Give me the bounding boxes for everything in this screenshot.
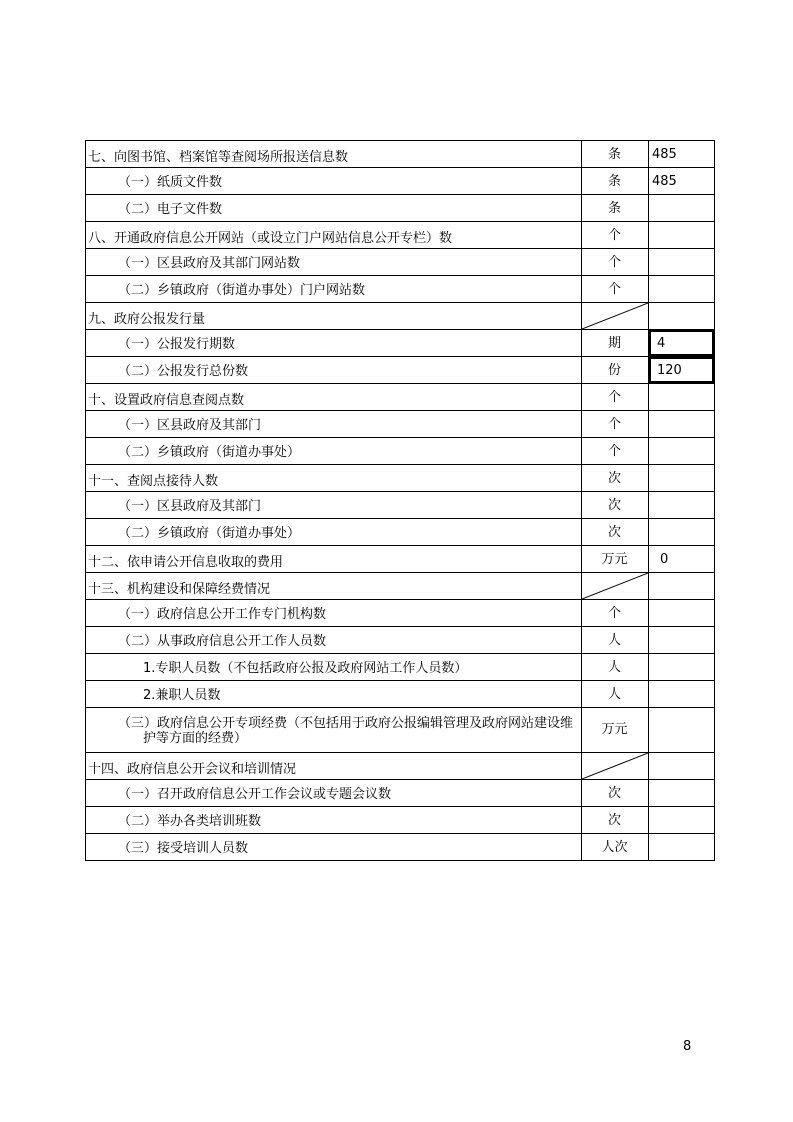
row-value-highlighted: 4 xyxy=(649,330,715,357)
row-value: 485 xyxy=(649,141,715,168)
row-value xyxy=(649,627,715,654)
row-item-label: （二）电子文件数 xyxy=(86,195,582,222)
row-item-label: （二）公报发行总份数 xyxy=(86,357,582,384)
row-unit: 人次 xyxy=(582,834,649,861)
row-value xyxy=(649,681,715,708)
row-item-label: 十一、查阅点接待人数 xyxy=(86,465,582,492)
row-unit: 份 xyxy=(582,357,649,384)
row-item-label: （二）举办各类培训班数 xyxy=(86,807,582,834)
row-unit: 个 xyxy=(582,600,649,627)
row-value xyxy=(649,465,715,492)
row-item-label: （一）区县政府及其部门网站数 xyxy=(86,249,582,276)
table-row xyxy=(86,357,715,384)
row-unit: 人 xyxy=(582,654,649,681)
row-value xyxy=(649,438,715,465)
table-row xyxy=(86,303,715,330)
row-value xyxy=(649,492,715,519)
row-item-label: 八、开通政府信息公开网站（或设立门户网站信息公开专栏）数 xyxy=(86,222,582,249)
table-row xyxy=(86,195,715,222)
row-item-label: （三）接受培训人员数 xyxy=(86,834,582,861)
statistics-table xyxy=(85,140,715,861)
table-row xyxy=(86,465,715,492)
unit-cell-diagonal xyxy=(582,753,649,780)
row-value: 485 xyxy=(649,168,715,195)
row-unit: 个 xyxy=(582,222,649,249)
table-row xyxy=(86,654,715,681)
row-unit: 次 xyxy=(582,465,649,492)
table-row xyxy=(86,600,715,627)
row-unit: 次 xyxy=(582,780,649,807)
table-row xyxy=(86,627,715,654)
row-item-label: （一）纸质文件数 xyxy=(86,168,582,195)
table-row xyxy=(86,222,715,249)
row-item-label: （二）乡镇政府（街道办事处） xyxy=(86,519,582,546)
row-item-label: 2.兼职人员数 xyxy=(86,681,582,708)
table-row xyxy=(86,438,715,465)
row-item-label: 十、设置政府信息查阅点数 xyxy=(86,384,582,411)
row-value xyxy=(649,807,715,834)
row-item-label: （一）召开政府信息公开工作会议或专题会议数 xyxy=(86,780,582,807)
table-row xyxy=(86,249,715,276)
row-item-label: 十二、依申请公开信息收取的费用 xyxy=(86,546,582,573)
table-row xyxy=(86,681,715,708)
row-value xyxy=(649,753,715,780)
diagonal-slash-icon xyxy=(582,303,648,329)
row-item-label: （一）区县政府及其部门 xyxy=(86,411,582,438)
table-row xyxy=(86,834,715,861)
row-item-label: （一）公报发行期数 xyxy=(86,330,582,357)
row-unit: 条 xyxy=(582,168,649,195)
row-unit: 个 xyxy=(582,249,649,276)
row-value xyxy=(649,708,715,753)
row-value xyxy=(649,249,715,276)
row-value xyxy=(649,384,715,411)
table-row xyxy=(86,168,715,195)
row-unit: 条 xyxy=(582,195,649,222)
table-row xyxy=(86,330,715,357)
row-value xyxy=(649,573,715,600)
row-value xyxy=(649,222,715,249)
table-row xyxy=(86,141,715,168)
table-row xyxy=(86,492,715,519)
table-row xyxy=(86,780,715,807)
row-item-label: （二）乡镇政府（街道办事处） xyxy=(86,438,582,465)
row-unit: 万元 xyxy=(582,708,649,753)
table-row xyxy=(86,276,715,303)
table-row xyxy=(86,753,715,780)
row-item-label: 1.专职人员数（不包括政府公报及政府网站工作人员数） xyxy=(86,654,582,681)
row-unit: 次 xyxy=(582,807,649,834)
row-value xyxy=(649,411,715,438)
row-value xyxy=(649,519,715,546)
row-value xyxy=(649,834,715,861)
row-item-label: （二）乡镇政府（街道办事处）门户网站数 xyxy=(86,276,582,303)
row-unit: 个 xyxy=(582,276,649,303)
row-item-label: （一）政府信息公开工作专门机构数 xyxy=(86,600,582,627)
row-unit: 个 xyxy=(582,438,649,465)
row-value: 0 xyxy=(649,546,715,573)
table-row xyxy=(86,708,715,753)
row-item-label: 十三、机构建设和保障经费情况 xyxy=(86,573,582,600)
row-unit: 个 xyxy=(582,411,649,438)
diagonal-slash-icon xyxy=(582,573,648,599)
table-row xyxy=(86,546,715,573)
row-item-label: （二）从事政府信息公开工作人员数 xyxy=(86,627,582,654)
row-unit: 条 xyxy=(582,141,649,168)
table-row xyxy=(86,807,715,834)
row-value xyxy=(649,303,715,330)
row-unit: 个 xyxy=(582,384,649,411)
diagonal-slash-icon xyxy=(582,753,648,779)
row-unit: 次 xyxy=(582,492,649,519)
table-row xyxy=(86,519,715,546)
row-item-label: （三）政府信息公开专项经费（不包括用于政府公报编辑管理及政府网站建设维护等方面的经费） xyxy=(86,708,582,753)
table-row xyxy=(86,573,715,600)
row-unit: 人 xyxy=(582,627,649,654)
row-value xyxy=(649,600,715,627)
unit-cell-diagonal xyxy=(582,573,649,600)
row-item-label: 七、向图书馆、档案馆等查阅场所报送信息数 xyxy=(86,141,582,168)
row-item-label: 十四、政府信息公开会议和培训情况 xyxy=(86,753,582,780)
row-value xyxy=(649,654,715,681)
row-item-label: 九、政府公报发行量 xyxy=(86,303,582,330)
row-unit: 万元 xyxy=(582,546,649,573)
row-unit: 人 xyxy=(582,681,649,708)
table-row xyxy=(86,411,715,438)
row-item-label: （一）区县政府及其部门 xyxy=(86,492,582,519)
row-unit: 次 xyxy=(582,519,649,546)
row-value-highlighted: 120 xyxy=(649,357,715,384)
row-value xyxy=(649,276,715,303)
row-value xyxy=(649,780,715,807)
row-unit: 期 xyxy=(582,330,649,357)
table-row xyxy=(86,384,715,411)
unit-cell-diagonal xyxy=(582,303,649,330)
page-number: 8 xyxy=(683,1039,692,1054)
row-value xyxy=(649,195,715,222)
